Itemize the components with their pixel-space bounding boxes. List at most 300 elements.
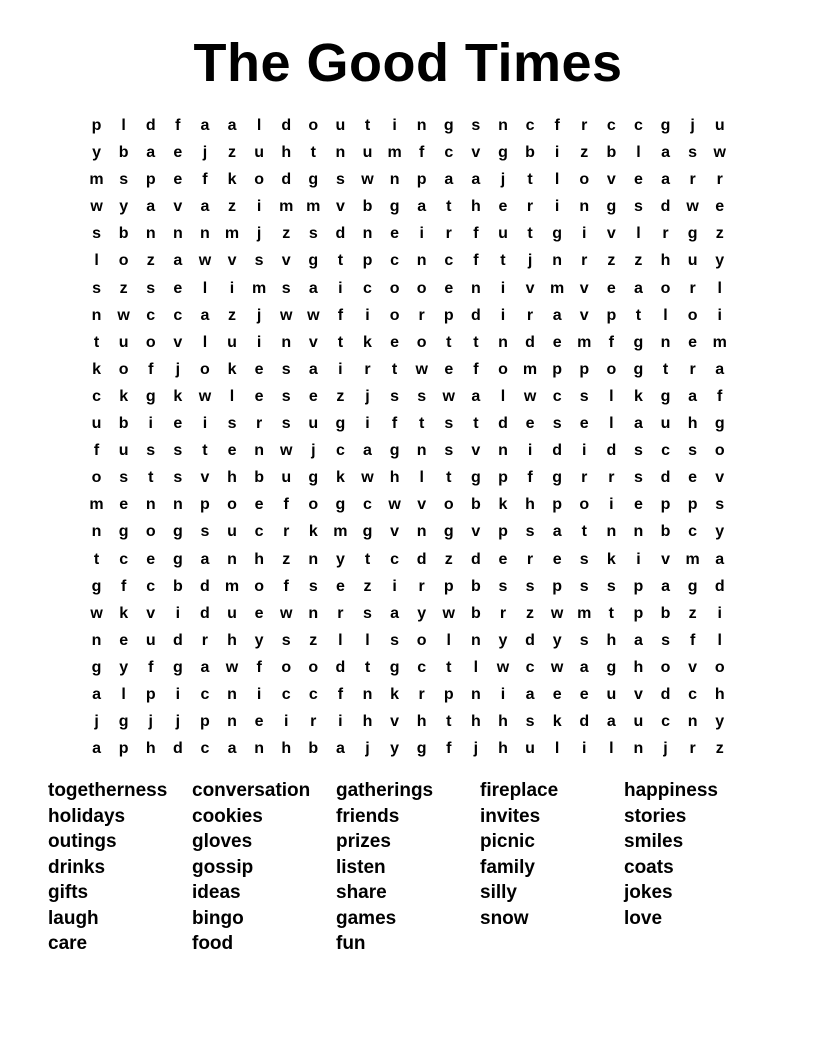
- grid-letter[interactable]: o: [714, 658, 725, 676]
- grid-letter[interactable]: l: [717, 631, 722, 649]
- grid-letter[interactable]: u: [145, 631, 156, 649]
- grid-letter[interactable]: n: [145, 225, 156, 243]
- grid-letter[interactable]: d: [172, 740, 183, 758]
- grid-letter[interactable]: v: [173, 198, 183, 216]
- grid-letter[interactable]: w: [523, 387, 537, 405]
- grid-letter[interactable]: p: [118, 740, 129, 758]
- grid-letter[interactable]: k: [308, 523, 318, 541]
- grid-letter[interactable]: l: [609, 415, 614, 433]
- grid-letter[interactable]: u: [335, 117, 346, 134]
- grid-letter[interactable]: p: [687, 496, 698, 514]
- grid-letter[interactable]: r: [662, 225, 669, 243]
- grid-letter[interactable]: r: [716, 171, 723, 189]
- grid-letter[interactable]: e: [552, 550, 562, 568]
- grid-letter[interactable]: e: [606, 279, 616, 297]
- grid-letter[interactable]: a: [715, 360, 725, 378]
- grid-letter[interactable]: f: [337, 685, 344, 703]
- grid-letter[interactable]: h: [714, 685, 725, 703]
- grid-letter[interactable]: d: [714, 577, 725, 595]
- grid-letter[interactable]: i: [338, 713, 343, 731]
- grid-letter[interactable]: n: [281, 333, 292, 351]
- grid-letter[interactable]: o: [308, 496, 319, 514]
- grid-letter[interactable]: e: [688, 469, 698, 487]
- grid-letter[interactable]: n: [254, 442, 264, 460]
- grid-letter[interactable]: n: [498, 442, 508, 460]
- grid-letter[interactable]: p: [579, 360, 590, 378]
- grid-letter[interactable]: f: [608, 333, 614, 351]
- grid-letter[interactable]: g: [470, 469, 481, 487]
- grid-letter[interactable]: y: [119, 198, 129, 216]
- grid-letter[interactable]: t: [581, 523, 587, 541]
- grid-letter[interactable]: o: [145, 333, 156, 351]
- grid-letter[interactable]: z: [363, 577, 372, 595]
- grid-letter[interactable]: f: [93, 442, 100, 460]
- grid-letter[interactable]: i: [500, 685, 506, 703]
- grid-letter[interactable]: e: [254, 360, 264, 378]
- grid-letter[interactable]: n: [470, 279, 481, 297]
- grid-letter[interactable]: u: [525, 740, 535, 758]
- grid-letter[interactable]: s: [633, 469, 643, 487]
- grid-letter[interactable]: z: [526, 604, 535, 622]
- grid-letter[interactable]: t: [337, 252, 344, 270]
- grid-letter[interactable]: b: [308, 740, 319, 758]
- grid-letter[interactable]: g: [308, 469, 319, 487]
- grid-letter[interactable]: y: [92, 144, 101, 162]
- grid-letter[interactable]: y: [715, 523, 725, 541]
- grid-letter[interactable]: h: [227, 631, 237, 649]
- grid-letter[interactable]: w: [307, 306, 320, 324]
- grid-letter[interactable]: s: [119, 171, 129, 189]
- grid-letter[interactable]: k: [606, 550, 616, 568]
- grid-letter[interactable]: r: [201, 631, 209, 649]
- grid-letter[interactable]: e: [579, 685, 589, 703]
- grid-letter[interactable]: a: [200, 550, 210, 568]
- grid-letter[interactable]: w: [550, 604, 564, 622]
- grid-letter[interactable]: m: [251, 279, 267, 297]
- grid-letter[interactable]: f: [554, 117, 560, 134]
- grid-letter[interactable]: a: [688, 387, 698, 405]
- grid-letter[interactable]: d: [470, 550, 481, 568]
- grid-letter[interactable]: m: [89, 496, 104, 514]
- grid-letter[interactable]: k: [173, 387, 183, 405]
- grid-letter[interactable]: b: [470, 496, 481, 514]
- grid-letter[interactable]: a: [92, 685, 101, 703]
- grid-letter[interactable]: o: [660, 279, 671, 297]
- grid-letter[interactable]: t: [473, 333, 479, 351]
- grid-letter[interactable]: a: [200, 198, 210, 216]
- grid-letter[interactable]: j: [473, 740, 479, 758]
- grid-letter[interactable]: l: [229, 387, 235, 405]
- grid-letter[interactable]: i: [283, 713, 289, 731]
- grid-letter[interactable]: u: [498, 225, 508, 243]
- grid-letter[interactable]: u: [714, 117, 725, 134]
- grid-letter[interactable]: d: [172, 631, 183, 649]
- grid-letter[interactable]: e: [688, 333, 698, 351]
- grid-letter[interactable]: r: [581, 469, 588, 487]
- grid-letter[interactable]: e: [254, 496, 264, 514]
- grid-letter[interactable]: n: [362, 225, 373, 243]
- grid-letter[interactable]: w: [361, 469, 374, 487]
- grid-letter[interactable]: l: [554, 171, 560, 189]
- grid-letter[interactable]: g: [172, 523, 183, 541]
- grid-letter[interactable]: n: [660, 333, 671, 351]
- grid-letter[interactable]: o: [498, 360, 508, 378]
- grid-letter[interactable]: b: [118, 144, 129, 162]
- grid-letter[interactable]: o: [389, 306, 400, 324]
- grid-letter[interactable]: t: [446, 198, 452, 216]
- grid-letter[interactable]: e: [498, 550, 508, 568]
- grid-letter[interactable]: i: [609, 496, 614, 514]
- grid-letter[interactable]: n: [416, 442, 427, 460]
- grid-letter[interactable]: m: [522, 360, 538, 378]
- grid-letter[interactable]: s: [119, 469, 129, 487]
- grid-letter[interactable]: l: [202, 333, 208, 351]
- grid-letter[interactable]: y: [498, 631, 508, 649]
- grid-letter[interactable]: z: [228, 198, 237, 216]
- grid-letter[interactable]: s: [363, 604, 372, 622]
- grid-letter[interactable]: e: [633, 496, 643, 514]
- grid-letter[interactable]: t: [364, 658, 371, 676]
- grid-letter[interactable]: n: [579, 198, 590, 216]
- grid-letter[interactable]: m: [550, 279, 565, 297]
- grid-letter[interactable]: a: [633, 415, 643, 433]
- grid-letter[interactable]: l: [554, 740, 560, 758]
- grid-letter[interactable]: o: [200, 360, 210, 378]
- grid-letter[interactable]: m: [306, 198, 321, 216]
- grid-letter[interactable]: k: [363, 333, 372, 351]
- grid-letter[interactable]: a: [471, 387, 481, 405]
- grid-letter[interactable]: a: [173, 252, 183, 270]
- grid-letter[interactable]: w: [713, 144, 726, 162]
- grid-letter[interactable]: k: [119, 604, 129, 622]
- grid-letter[interactable]: i: [365, 306, 370, 324]
- grid-letter[interactable]: d: [525, 333, 535, 351]
- grid-letter[interactable]: j: [175, 713, 181, 731]
- grid-letter[interactable]: i: [419, 225, 424, 243]
- grid-letter[interactable]: z: [715, 740, 724, 758]
- grid-letter[interactable]: w: [388, 496, 401, 514]
- grid-letter[interactable]: h: [281, 144, 292, 162]
- grid-letter[interactable]: r: [255, 415, 263, 433]
- grid-letter[interactable]: r: [581, 252, 588, 270]
- grid-letter[interactable]: e: [552, 685, 562, 703]
- grid-letter[interactable]: r: [337, 604, 344, 622]
- grid-letter[interactable]: a: [633, 631, 643, 649]
- grid-letter[interactable]: e: [173, 171, 183, 189]
- grid-letter[interactable]: j: [500, 171, 506, 189]
- grid-letter[interactable]: m: [224, 577, 240, 595]
- grid-letter[interactable]: c: [390, 550, 400, 568]
- grid-letter[interactable]: o: [714, 442, 725, 460]
- grid-letter[interactable]: n: [227, 713, 237, 731]
- grid-letter[interactable]: b: [172, 577, 183, 595]
- grid-letter[interactable]: u: [660, 415, 671, 433]
- grid-letter[interactable]: l: [202, 279, 208, 297]
- grid-letter[interactable]: j: [527, 252, 533, 270]
- grid-letter[interactable]: k: [335, 469, 345, 487]
- grid-letter[interactable]: s: [471, 117, 481, 134]
- grid-letter[interactable]: l: [636, 225, 641, 243]
- grid-letter[interactable]: p: [443, 685, 454, 703]
- grid-letter[interactable]: w: [442, 387, 455, 405]
- grid-letter[interactable]: g: [660, 387, 671, 405]
- grid-letter[interactable]: e: [119, 496, 129, 514]
- grid-letter[interactable]: w: [225, 658, 239, 676]
- grid-letter[interactable]: e: [444, 360, 454, 378]
- grid-letter[interactable]: w: [442, 604, 455, 622]
- grid-letter[interactable]: s: [552, 415, 562, 433]
- grid-letter[interactable]: v: [715, 469, 725, 487]
- grid-letter[interactable]: n: [227, 550, 237, 568]
- grid-letter[interactable]: t: [148, 469, 154, 487]
- grid-letter[interactable]: b: [525, 144, 535, 162]
- grid-letter[interactable]: v: [417, 496, 427, 514]
- grid-letter[interactable]: s: [281, 387, 291, 405]
- grid-letter[interactable]: t: [446, 469, 452, 487]
- grid-letter[interactable]: o: [660, 658, 671, 676]
- grid-letter[interactable]: g: [145, 387, 156, 405]
- grid-letter[interactable]: a: [417, 198, 427, 216]
- grid-letter[interactable]: n: [91, 306, 102, 324]
- grid-letter[interactable]: n: [498, 333, 508, 351]
- grid-letter[interactable]: l: [446, 631, 451, 649]
- grid-letter[interactable]: r: [608, 469, 615, 487]
- grid-letter[interactable]: y: [335, 550, 345, 568]
- grid-letter[interactable]: j: [690, 117, 695, 134]
- grid-letter[interactable]: l: [500, 387, 506, 405]
- grid-letter[interactable]: i: [500, 306, 506, 324]
- grid-letter[interactable]: d: [416, 550, 427, 568]
- grid-letter[interactable]: f: [148, 360, 154, 378]
- grid-letter[interactable]: s: [281, 360, 291, 378]
- grid-letter[interactable]: z: [634, 252, 643, 270]
- grid-letter[interactable]: s: [92, 279, 101, 297]
- grid-letter[interactable]: t: [446, 333, 452, 351]
- grid-letter[interactable]: r: [310, 713, 317, 731]
- grid-letter[interactable]: u: [687, 252, 698, 270]
- grid-letter[interactable]: d: [525, 631, 535, 649]
- grid-letter[interactable]: d: [281, 171, 292, 189]
- grid-letter[interactable]: c: [444, 252, 454, 270]
- grid-letter[interactable]: w: [415, 360, 428, 378]
- grid-letter[interactable]: s: [525, 713, 535, 731]
- grid-letter[interactable]: p: [498, 523, 508, 541]
- grid-letter[interactable]: c: [552, 387, 562, 405]
- grid-letter[interactable]: u: [606, 685, 617, 703]
- grid-letter[interactable]: o: [443, 496, 454, 514]
- grid-letter[interactable]: g: [389, 658, 400, 676]
- grid-letter[interactable]: g: [633, 360, 644, 378]
- grid-letter[interactable]: s: [146, 442, 156, 460]
- grid-letter[interactable]: w: [550, 658, 564, 676]
- grid-letter[interactable]: c: [688, 523, 698, 541]
- grid-letter[interactable]: w: [198, 252, 212, 270]
- grid-letter[interactable]: f: [256, 658, 262, 676]
- grid-letter[interactable]: z: [119, 279, 128, 297]
- grid-letter[interactable]: j: [663, 740, 668, 758]
- grid-letter[interactable]: m: [387, 144, 402, 162]
- grid-letter[interactable]: b: [660, 604, 671, 622]
- grid-letter[interactable]: a: [200, 658, 210, 676]
- grid-letter[interactable]: g: [660, 117, 671, 134]
- grid-letter[interactable]: z: [444, 550, 453, 568]
- grid-letter[interactable]: s: [146, 279, 156, 297]
- grid-letter[interactable]: u: [362, 144, 373, 162]
- grid-letter[interactable]: p: [416, 171, 427, 189]
- grid-letter[interactable]: f: [689, 631, 696, 649]
- grid-letter[interactable]: d: [552, 442, 563, 460]
- grid-letter[interactable]: g: [91, 658, 102, 676]
- grid-letter[interactable]: f: [120, 577, 127, 595]
- grid-letter[interactable]: a: [525, 685, 535, 703]
- grid-letter[interactable]: i: [582, 225, 587, 243]
- grid-letter[interactable]: c: [525, 658, 535, 676]
- grid-letter[interactable]: b: [362, 198, 373, 216]
- grid-letter[interactable]: a: [715, 550, 725, 568]
- grid-letter[interactable]: h: [281, 740, 292, 758]
- grid-letter[interactable]: a: [661, 144, 670, 162]
- grid-letter[interactable]: c: [444, 144, 454, 162]
- grid-letter[interactable]: o: [308, 117, 319, 134]
- grid-letter[interactable]: r: [445, 225, 452, 243]
- grid-letter[interactable]: a: [552, 523, 562, 541]
- grid-letter[interactable]: g: [335, 496, 346, 514]
- grid-letter[interactable]: r: [526, 550, 534, 568]
- grid-letter[interactable]: s: [92, 225, 101, 243]
- grid-letter[interactable]: p: [200, 496, 210, 514]
- grid-letter[interactable]: e: [498, 198, 508, 216]
- grid-letter[interactable]: e: [227, 442, 237, 460]
- grid-letter[interactable]: a: [661, 171, 670, 189]
- grid-letter[interactable]: r: [689, 171, 696, 189]
- grid-letter[interactable]: y: [119, 658, 129, 676]
- grid-letter[interactable]: i: [175, 604, 181, 622]
- grid-letter[interactable]: b: [606, 144, 617, 162]
- grid-letter[interactable]: f: [391, 415, 398, 433]
- grid-letter[interactable]: c: [417, 658, 427, 676]
- grid-letter[interactable]: o: [579, 496, 590, 514]
- grid-letter[interactable]: g: [308, 252, 319, 270]
- grid-letter[interactable]: s: [444, 415, 454, 433]
- grid-letter[interactable]: n: [470, 631, 481, 649]
- grid-letter[interactable]: a: [633, 279, 643, 297]
- grid-letter[interactable]: r: [689, 740, 696, 758]
- grid-letter[interactable]: e: [308, 387, 318, 405]
- grid-letter[interactable]: g: [633, 333, 644, 351]
- grid-letter[interactable]: v: [579, 279, 589, 297]
- grid-letter[interactable]: i: [717, 604, 722, 622]
- grid-letter[interactable]: l: [717, 279, 722, 297]
- grid-letter[interactable]: s: [227, 415, 237, 433]
- grid-letter[interactable]: t: [527, 225, 533, 243]
- grid-letter[interactable]: f: [175, 117, 181, 134]
- grid-letter[interactable]: j: [202, 144, 208, 162]
- grid-letter[interactable]: z: [282, 550, 291, 568]
- grid-letter[interactable]: r: [418, 577, 425, 595]
- grid-letter[interactable]: h: [470, 713, 481, 731]
- grid-letter[interactable]: c: [254, 523, 264, 541]
- grid-letter[interactable]: n: [416, 117, 427, 134]
- grid-letter[interactable]: t: [527, 171, 533, 189]
- grid-letter[interactable]: s: [281, 631, 291, 649]
- grid-letter[interactable]: s: [390, 631, 400, 649]
- grid-letter[interactable]: p: [633, 577, 644, 595]
- grid-letter[interactable]: j: [175, 360, 181, 378]
- grid-letter[interactable]: v: [471, 523, 481, 541]
- grid-letter[interactable]: n: [308, 550, 319, 568]
- grid-letter[interactable]: w: [279, 604, 293, 622]
- grid-letter[interactable]: a: [200, 117, 210, 134]
- grid-letter[interactable]: n: [362, 685, 373, 703]
- grid-letter[interactable]: c: [363, 496, 372, 514]
- grid-letter[interactable]: d: [335, 658, 346, 676]
- grid-letter[interactable]: p: [200, 713, 210, 731]
- grid-letter[interactable]: k: [119, 387, 129, 405]
- grid-letter[interactable]: i: [500, 279, 506, 297]
- grid-letter[interactable]: j: [365, 387, 370, 405]
- grid-letter[interactable]: n: [498, 117, 508, 134]
- grid-letter[interactable]: g: [118, 523, 129, 541]
- grid-letter[interactable]: g: [362, 523, 373, 541]
- grid-letter[interactable]: h: [145, 740, 156, 758]
- grid-letter[interactable]: t: [93, 333, 100, 351]
- grid-letter[interactable]: o: [416, 279, 427, 297]
- grid-letter[interactable]: o: [606, 360, 617, 378]
- grid-letter[interactable]: n: [416, 252, 427, 270]
- grid-letter[interactable]: t: [364, 550, 371, 568]
- grid-letter[interactable]: s: [308, 577, 318, 595]
- grid-letter[interactable]: y: [254, 631, 264, 649]
- grid-letter[interactable]: h: [389, 469, 400, 487]
- grid-letter[interactable]: i: [338, 279, 343, 297]
- grid-letter[interactable]: a: [444, 171, 454, 189]
- grid-letter[interactable]: i: [338, 360, 343, 378]
- grid-letter[interactable]: d: [281, 117, 292, 134]
- grid-letter[interactable]: u: [308, 415, 319, 433]
- grid-letter[interactable]: w: [279, 442, 293, 460]
- grid-letter[interactable]: m: [712, 333, 727, 351]
- grid-letter[interactable]: e: [119, 631, 129, 649]
- grid-letter[interactable]: v: [525, 279, 535, 297]
- grid-letter[interactable]: n: [145, 496, 156, 514]
- grid-letter[interactable]: l: [256, 117, 262, 134]
- grid-letter[interactable]: i: [392, 117, 397, 134]
- grid-letter[interactable]: z: [146, 252, 155, 270]
- grid-letter[interactable]: e: [173, 279, 183, 297]
- grid-letter[interactable]: f: [337, 306, 344, 324]
- grid-letter[interactable]: e: [390, 225, 400, 243]
- grid-letter[interactable]: f: [473, 252, 479, 270]
- grid-letter[interactable]: f: [148, 658, 154, 676]
- grid-letter[interactable]: i: [256, 333, 262, 351]
- grid-letter[interactable]: o: [227, 496, 237, 514]
- grid-letter[interactable]: i: [256, 685, 262, 703]
- grid-letter[interactable]: r: [418, 685, 425, 703]
- grid-letter[interactable]: s: [715, 496, 725, 514]
- grid-letter[interactable]: n: [172, 496, 183, 514]
- grid-letter[interactable]: n: [606, 523, 617, 541]
- grid-letter[interactable]: l: [365, 631, 370, 649]
- grid-letter[interactable]: i: [202, 415, 208, 433]
- grid-letter[interactable]: v: [200, 469, 210, 487]
- grid-letter[interactable]: p: [498, 469, 508, 487]
- grid-letter[interactable]: e: [335, 577, 345, 595]
- grid-letter[interactable]: l: [121, 685, 126, 703]
- grid-letter[interactable]: c: [146, 577, 156, 595]
- grid-letter[interactable]: i: [554, 198, 560, 216]
- grid-letter[interactable]: h: [498, 713, 508, 731]
- grid-letter[interactable]: j: [94, 713, 99, 731]
